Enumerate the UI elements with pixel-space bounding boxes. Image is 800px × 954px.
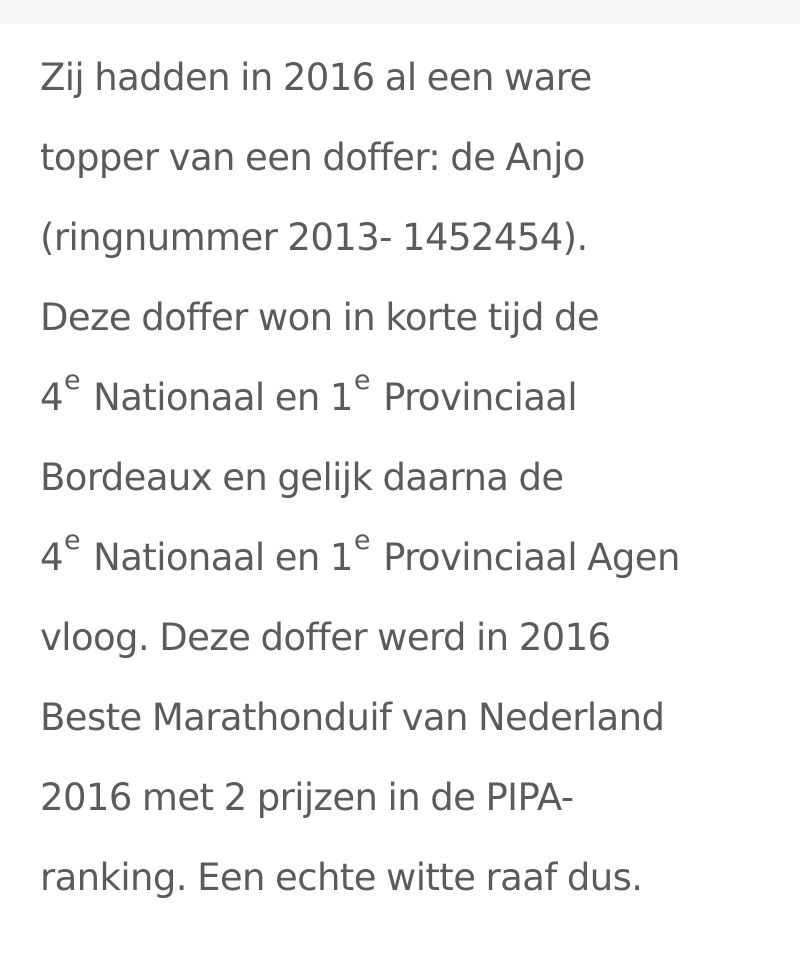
article-line: Beste Marathonduif van Nederland	[40, 696, 665, 739]
article-line: Deze doffer won in korte tijd de	[40, 296, 600, 339]
article-line: Zij hadden in 2016 al een ware	[40, 56, 592, 99]
article-line	[40, 518, 780, 598]
top-strip	[0, 0, 800, 24]
article-line: 2016 met 2 prijzen in de PIPA-	[40, 776, 574, 819]
article-paragraph	[40, 38, 780, 918]
article-line: ranking. Een echte witte raaf dus.	[40, 856, 643, 899]
article-line: Bordeaux en gelijk daarna de	[40, 456, 564, 499]
article-line: vloog. Deze doffer werd in 2016	[40, 616, 611, 659]
ordinal-suffix: e	[353, 525, 370, 556]
line-text: Provinciaal Agen	[383, 536, 680, 579]
ordinal-number: 4	[40, 536, 63, 579]
line-text: Nationaal en 1	[93, 536, 353, 579]
article-line: topper van een doffer: de Anjo	[40, 136, 585, 179]
line-text: Nationaal en 1	[93, 376, 353, 419]
ordinal-suffix: e	[63, 365, 80, 396]
ordinal-suffix: e	[63, 525, 80, 556]
article-line	[40, 358, 780, 438]
line-text: Provinciaal	[383, 376, 578, 419]
article-line: (ringnummer 2013- 1452454).	[40, 216, 588, 259]
ordinal-number: 4	[40, 376, 63, 419]
ordinal-suffix: e	[353, 365, 370, 396]
